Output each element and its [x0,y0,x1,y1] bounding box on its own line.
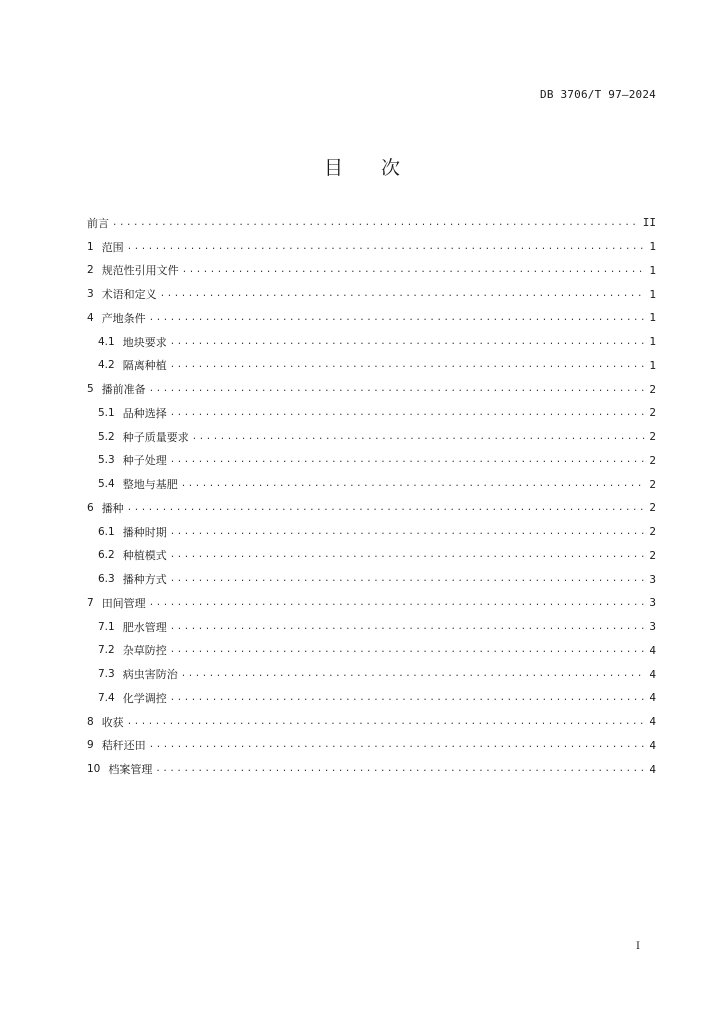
toc-entry-number: 7 [87,596,94,609]
toc-entry[interactable] [87,757,656,781]
toc-entry-label: 隔离种植 [122,359,167,373]
toc-entry[interactable] [87,401,656,425]
toc-entry-page: 2 [649,382,656,396]
document-code: DB 3706/T 97—2024 [540,88,656,101]
toc-leader-dots [149,384,647,394]
toc-entry-number: 6 [87,501,94,514]
toc-leader-dots [170,645,647,655]
toc-entry-page: 3 [649,596,656,610]
toc-entry-label: 播种 [101,501,124,515]
toc-entry-label: 田间管理 [101,596,146,610]
toc-leader-dots [155,764,646,774]
toc-entry-label: 地块要求 [122,335,167,349]
toc-entry-label: 前言 [87,216,109,230]
toc-leader-dots [170,408,647,418]
toc-entry-number: 9 [87,739,94,752]
toc-leader-dots [127,717,647,727]
toc-entry[interactable] [87,662,656,686]
toc-entry-label: 术语和定义 [101,288,157,302]
toc-leader-dots [170,360,647,370]
toc-entry[interactable] [87,615,656,639]
toc-leader-dots [170,550,647,560]
toc-entry[interactable] [87,591,656,615]
toc-entry-number: 10 [87,763,101,776]
toc-entry-label: 肥水管理 [122,620,167,634]
toc-entry-page: 2 [649,453,656,467]
toc-entry-page: 2 [649,406,656,420]
toc-entry-page: 4 [649,762,656,776]
toc-entry-number: 8 [87,715,94,728]
toc-leader-dots [127,242,647,252]
toc-entry-page: 3 [649,572,656,586]
toc-entry-number: 7.3 [98,668,115,681]
page-title: 目次 [323,157,438,179]
toc-entry-page: 4 [649,738,656,752]
toc-entry-label: 播种方式 [122,573,167,587]
toc-entry[interactable] [87,425,656,449]
toc-entry-label: 杂草防控 [122,644,167,658]
toc-entry-number: 7.4 [98,691,115,704]
toc-entry[interactable] [87,330,656,354]
toc-entry-page: 2 [649,501,656,515]
toc-entry-label: 种子质量要求 [122,430,189,444]
toc-leader-dots [149,598,647,608]
toc-entry-label: 档案管理 [108,763,153,777]
toc-leader-dots [149,740,647,750]
toc-leader-dots [160,289,647,299]
toc-entry-number: 7.2 [98,644,115,657]
toc-leader-dots [170,622,647,632]
toc-entry-label: 病虫害防治 [122,668,178,682]
toc-entry-number: 5.1 [98,406,115,419]
toc-entry-number: 2 [87,264,94,277]
toc-entry[interactable] [87,211,656,235]
toc-entry-number: 6.3 [98,573,115,586]
toc-entry[interactable] [87,544,656,568]
toc-entry-label: 化学调控 [122,691,167,705]
toc-leader-dots [149,313,647,323]
toc-leader-dots [170,337,647,347]
toc-leader-dots [182,265,647,275]
toc-entry-page: 1 [649,335,656,349]
toc-entry[interactable] [87,306,656,330]
toc-leader-dots [170,574,647,584]
toc-entry-page: 3 [649,620,656,634]
toc-entry[interactable] [87,639,656,663]
toc-entry-label: 范围 [101,240,124,254]
toc-entry[interactable] [87,520,656,544]
toc-entry[interactable] [87,235,656,259]
toc-entry-number: 5 [87,383,94,396]
toc-entry-page: 4 [649,643,656,657]
toc-entry-number: 5.3 [98,454,115,467]
toc-leader-dots [170,455,647,465]
toc-entry-number: 4 [87,311,94,324]
toc-entry-label: 播种时期 [122,525,167,539]
toc-entry-number: 3 [87,288,94,301]
toc-entry-number: 5.2 [98,430,115,443]
toc-entry-number: 4.1 [98,335,115,348]
toc-entry-number: 5.4 [98,478,115,491]
toc-entry-page: 4 [649,667,656,681]
toc-entry[interactable] [87,354,656,378]
toc-entry-label: 品种选择 [122,406,167,420]
toc-entry-page: 1 [649,358,656,372]
toc-leader-dots [170,527,647,537]
toc-entry[interactable] [87,496,656,520]
page-number: I [636,941,640,952]
toc-entry-page: 2 [649,548,656,562]
toc-entry-label: 收获 [101,715,124,729]
toc-leader-dots [170,693,647,703]
toc-entry-label: 产地条件 [101,311,146,325]
toc-entry[interactable] [87,282,656,306]
toc-leader-dots [127,503,647,513]
toc-entry-number: 7.1 [98,620,115,633]
toc-entry[interactable] [87,567,656,591]
toc-entry[interactable] [87,686,656,710]
table-of-contents [87,211,656,781]
toc-entry-number: 6.1 [98,525,115,538]
toc-leader-dots [181,479,647,489]
toc-entry-number: 6.2 [98,549,115,562]
toc-leader-dots [192,432,647,442]
toc-entry-number: 1 [87,240,94,253]
toc-entry-label: 种植模式 [122,549,167,563]
toc-entry-page: 1 [649,263,656,277]
toc-entry-page: 1 [649,311,656,325]
toc-entry-page: II [642,216,656,230]
toc-entry[interactable] [87,449,656,473]
toc-entry-page: 4 [649,691,656,705]
toc-entry-label: 种子处理 [122,454,167,468]
toc-entry-page: 2 [649,525,656,539]
toc-entry-page: 4 [649,715,656,729]
toc-entry-page: 1 [649,287,656,301]
toc-entry[interactable] [87,710,656,734]
toc-entry[interactable] [87,734,656,758]
toc-entry[interactable] [87,259,656,283]
toc-entry[interactable] [87,472,656,496]
toc-entry-label: 秸秆还田 [101,739,146,753]
toc-entry-label: 规范性引用文件 [101,264,179,278]
toc-leader-dots [112,218,640,228]
toc-entry-page: 2 [649,477,656,491]
toc-leader-dots [181,669,647,679]
toc-entry-page: 2 [649,430,656,444]
toc-entry-label: 播前准备 [101,383,146,397]
toc-entry[interactable] [87,377,656,401]
toc-entry-number: 4.2 [98,359,115,372]
toc-entry-page: 1 [649,240,656,254]
toc-entry-label: 整地与基肥 [122,478,178,492]
